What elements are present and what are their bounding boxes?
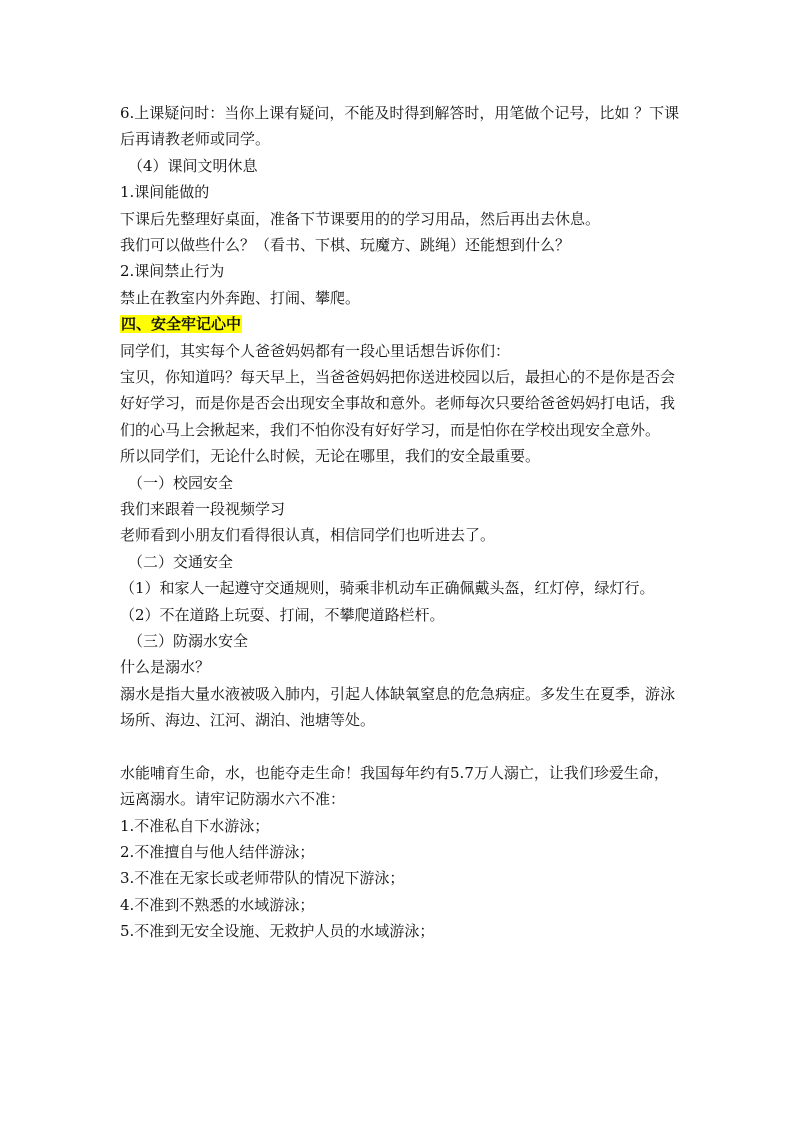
- rule-item-5: 5.不准到无安全设施、无救护人员的水域游泳；: [120, 922, 435, 941]
- paragraph-class-question: 6.上课疑问时：当你上课有疑问，不能及时得到解答时，用笔做个记号，比如 ？下课后再请教老师或同学。: [120, 104, 680, 149]
- paragraph-what-is-drowning: 什么是溺水？: [120, 658, 211, 677]
- paragraph-after-class: 下课后先整理好桌面，准备下节课要用的的学习用品，然后再出去休息。: [120, 209, 601, 228]
- paragraph-water-life: 水能哺育生命，水，也能夺走生命！我国每年约有5.7万人溺亡，让我们珍爱生命，远离溺水。请牢记防溺水六不准：: [120, 763, 669, 809]
- blank-line: [120, 733, 680, 759]
- paragraph-safety-important: 所以同学们，无论什么时候，无论在哪里，我们的安全最重要。: [120, 447, 541, 466]
- paragraph-teacher-saw: 老师看到小朋友们看得很认真，相信同学们也听进去了。: [120, 526, 496, 545]
- subheading-drowning-safety: （三）防溺水安全: [128, 631, 249, 650]
- rule-item-2: 2.不准擅自与他人结伴游泳；: [120, 843, 315, 862]
- subheading-traffic-safety: （二）交通安全: [128, 552, 234, 571]
- paragraph-forbidden-actions: 禁止在教室内外奔跑、打闹、攀爬。: [120, 288, 361, 307]
- highlighted-heading: 四、安全牢记心中: [121, 315, 242, 334]
- item-traffic-rule-2: （2）不在道路上玩耍、打闹，不攀爬道路栏杆。: [120, 605, 445, 624]
- paragraph-what-to-do: 我们可以做些什么？（看书、下棋、玩魔方、跳绳）还能想到什么？: [120, 235, 571, 254]
- section-heading-break: （4）课间文明休息: [128, 156, 258, 175]
- paragraph-video: 我们来跟着一段视频学习: [120, 499, 286, 518]
- rule-item-3: 3.不准在无家长或老师带队的情况下游泳；: [120, 869, 405, 888]
- paragraph-drowning-definition: 溺水是指大量水液被吸入肺内，引起人体缺氧窒息的危急病症。多发生在夏季，游泳场所、海边、江河、湖泊、池塘等处。: [120, 684, 676, 730]
- paragraph-parents-message: 宝贝，你知道吗？每天早上，当爸爸妈妈把你送进校园以后，最担心的不是你是否会好好学习，而是你是否会出现安全事故和意外。老师每次只要给爸爸妈妈打电话，我们的心马上会揪起来，我们不怕你没有好好学习，而是怕你在学校出现安全意外。: [120, 367, 676, 439]
- section-heading-safety: [120, 311, 680, 337]
- rule-item-1: 1.不准私自下水游泳；: [120, 816, 270, 835]
- document-page: [120, 100, 680, 945]
- item-traffic-rule-1: （1）和家人一起遵守交通规则，骑乘非机动车正确佩戴头盔，红灯停，绿灯行。: [120, 579, 655, 598]
- item-break-forbidden: 2.课间禁止行为: [120, 262, 225, 281]
- paragraph-parents-words: 同学们，其实每个人爸爸妈妈都有一段心里话想告诉你们：: [120, 341, 511, 360]
- subheading-campus-safety: （一）校园安全: [128, 473, 234, 492]
- item-break-allowed: 1.课间能做的: [120, 183, 210, 202]
- rule-item-4: 4.不准到不熟悉的水域游泳；: [120, 895, 315, 914]
